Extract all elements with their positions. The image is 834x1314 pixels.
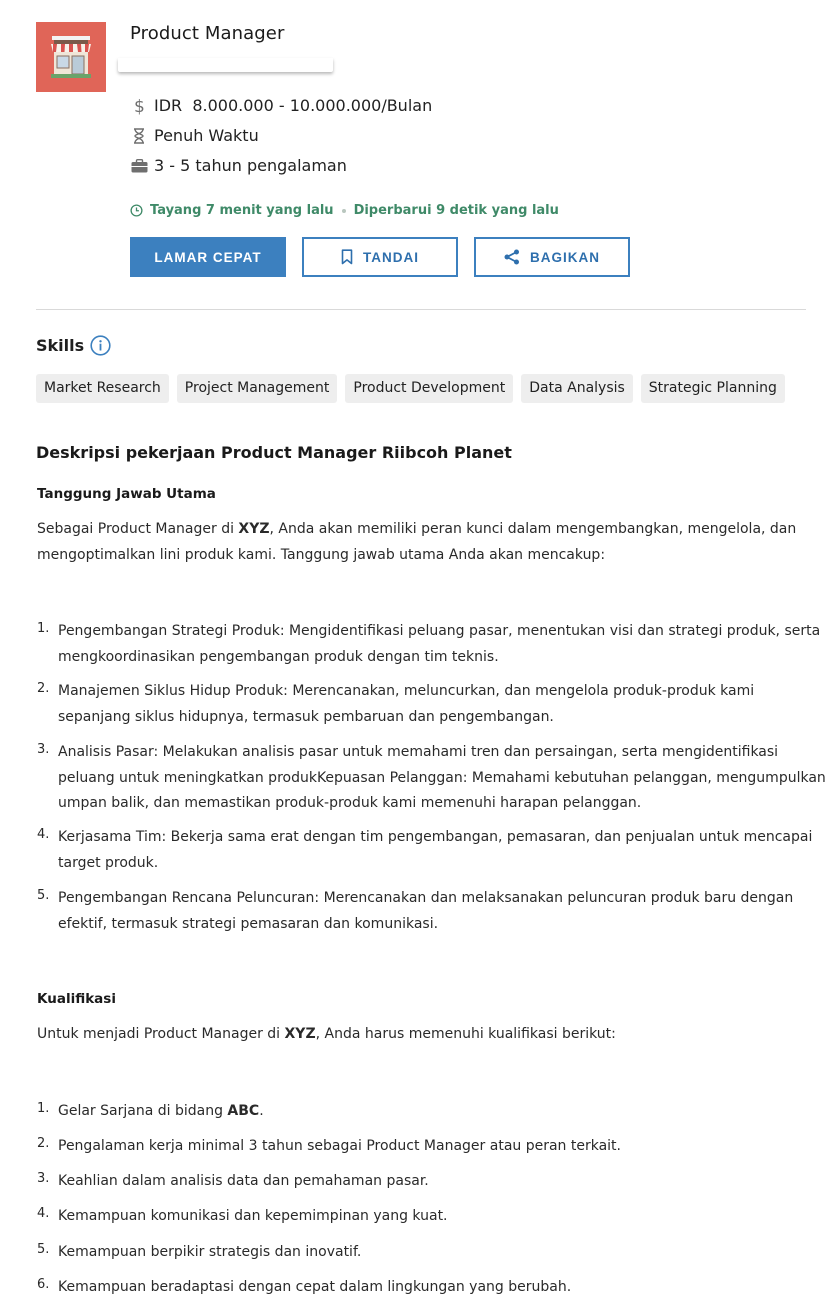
separator-dot (342, 209, 346, 213)
clock-icon (130, 204, 143, 217)
section-divider (36, 309, 806, 310)
responsibilities-heading: Tanggung Jawab Utama (37, 486, 216, 502)
salary-text: IDR 8.000.000 - 10.000.000/Bulan (154, 96, 433, 115)
list-item: 2. Pengalaman kerja minimal 3 tahun sebagai Product Manager atau peran terkait. (37, 1136, 622, 1154)
skill-chip: Project Management (177, 374, 338, 403)
bookmark-button[interactable] (302, 237, 458, 277)
list-item: 4. Kemampuan komunikasi dan kepemimpinan yang kuat. (37, 1206, 448, 1224)
list-item: 5. Kemampuan berpikir strategis dan inovatif. (37, 1242, 362, 1260)
briefcase-icon (130, 157, 148, 175)
skills-heading-text: Skills (36, 336, 85, 355)
company-name: XYZ (238, 521, 270, 537)
experience-row (130, 156, 347, 175)
responsibilities-intro: Sebagai Product Manager di XYZ, Anda akan memiliki peran kunci dalam mengembangkan, mengelola, dan mengoptimalkan lini produk kami. Tanggung jawab utama Anda akan mencakup: (37, 521, 797, 563)
posting-status (130, 203, 559, 218)
employment-type-text: Penuh Waktu (154, 126, 259, 145)
skill-chip: Market Research (36, 374, 169, 403)
svg-text:$: $ (134, 96, 145, 115)
dollar-icon (130, 97, 148, 115)
salary-row (130, 96, 432, 115)
info-icon[interactable] (90, 335, 111, 356)
share-label: BAGIKAN (530, 249, 600, 265)
list-item: 6. Kemampuan beradaptasi dengan cepat dalam lingkungan yang berubah. (37, 1277, 572, 1295)
storefront-icon (46, 32, 96, 82)
share-button[interactable] (474, 237, 630, 277)
quick-apply-button[interactable] (130, 237, 286, 277)
bookmark-label: TANDAI (363, 249, 419, 265)
employment-type-row (130, 126, 259, 145)
qualifications-intro: Untuk menjadi Product Manager di XYZ, Anda harus memenuhi kualifikasi berikut: (37, 1026, 616, 1042)
list-item: 5. Pengembangan Rencana Peluncuran: Merencanakan dan melaksanakan peluncuran produk baru dengan efektif, termasuk strategi pemasaran dan komunikasi. (37, 888, 794, 932)
hourglass-icon (130, 127, 148, 145)
list-item: 4. Kerjasama Tim: Bekerja sama erat dengan tim pengembangan, pemasaran, dan penjualan untuk mencapai target produk. (37, 827, 813, 871)
quick-apply-label: LAMAR CEPAT (154, 249, 262, 265)
company-logo[interactable] (36, 22, 106, 92)
updated-time: Diperbarui 9 detik yang lalu (353, 203, 559, 218)
posted-time: Tayang 7 menit yang lalu (150, 203, 334, 218)
skills-heading (36, 335, 111, 356)
skill-chip: Product Development (345, 374, 513, 403)
skill-chip: Strategic Planning (641, 374, 785, 403)
list-item: 3. Keahlian dalam analisis data dan pemahaman pasar. (37, 1171, 429, 1189)
share-icon (504, 249, 520, 265)
list-item: 1. Pengembangan Strategi Produk: Mengidentifikasi peluang pasar, menentukan visi dan strategi produk, serta mengkoordinasikan pengembangan produk dengan tim teknis. (37, 621, 821, 665)
skills-list (36, 374, 793, 403)
list-item: 1. Gelar Sarjana di bidang ABC. (37, 1101, 264, 1119)
qualifications-heading: Kualifikasi (37, 991, 116, 1007)
description-heading: Deskripsi pekerjaan Product Manager Riibcoh Planet (36, 443, 512, 462)
list-item: 3. Analisis Pasar: Melakukan analisis pasar untuk memahami tren dan persaingan, serta mengidentifikasi peluang untuk meningkatkan produkKepuasan Pelanggan: Memahami kebutuhan pelanggan, mengumpulkan umpan balik, dan memastikan produk-produk kami memenuhi harapan pelanggan. (37, 742, 826, 811)
title-underline-card (118, 58, 333, 72)
company-name: XYZ (284, 1026, 316, 1042)
experience-text: 3 - 5 tahun pengalaman (154, 156, 347, 175)
list-item: 2. Manajemen Siklus Hidup Produk: Merencanakan, meluncurkan, dan mengelola produk-produk kami sepanjang siklus hidupnya, termasuk pembaruan dan pengembangan. (37, 681, 755, 725)
bookmark-icon (341, 249, 353, 265)
job-title: Product Manager (130, 23, 285, 44)
skill-chip: Data Analysis (521, 374, 633, 403)
